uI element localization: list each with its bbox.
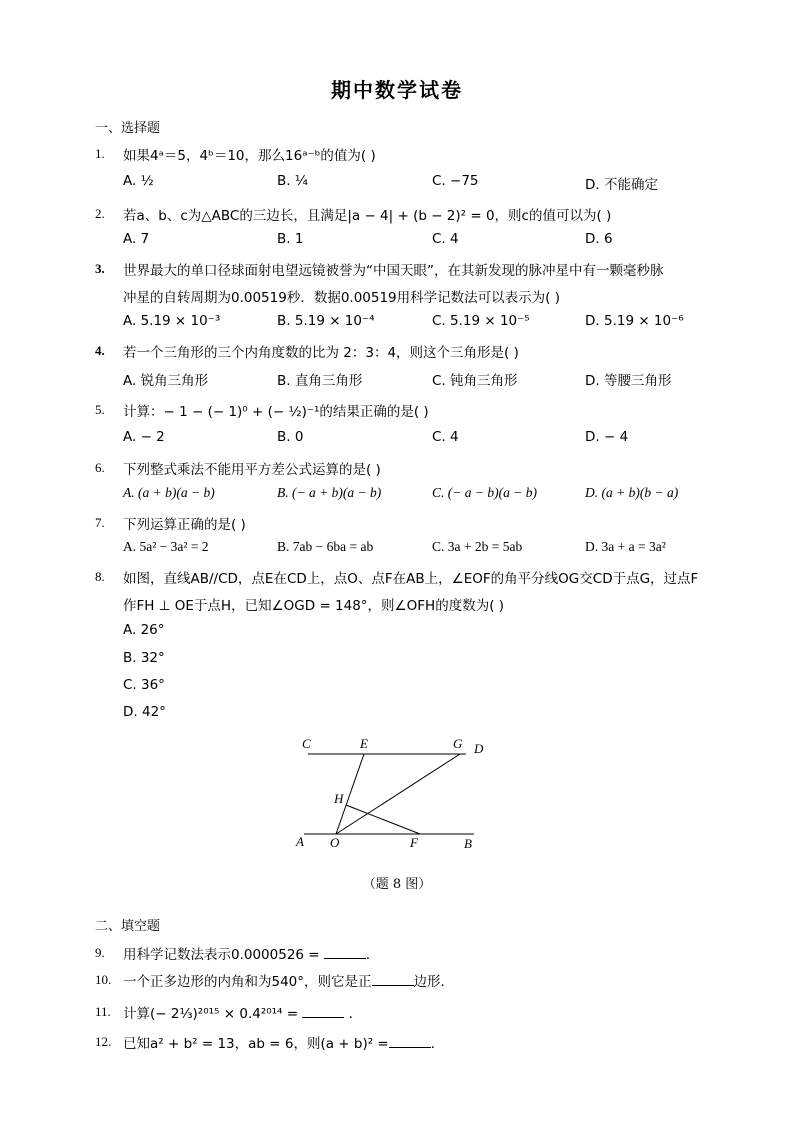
option-a: A. 26° bbox=[123, 622, 165, 638]
fill-after: ． bbox=[365, 947, 380, 963]
question-number: 12. bbox=[95, 1034, 112, 1049]
label-e: E bbox=[360, 736, 368, 751]
fill-after: ． bbox=[430, 1036, 445, 1052]
option-d: D. 42° bbox=[123, 704, 166, 720]
fill-after: 边形． bbox=[413, 974, 455, 990]
page-title: 期中数学试卷 bbox=[331, 78, 463, 102]
option-d: D. − 4 bbox=[585, 429, 629, 445]
question-number: 3. bbox=[95, 261, 105, 276]
question-stem-line2: 作FH ⊥ OE于点H，已知∠OGD = 148°，则∠OFH的度数为( ) bbox=[123, 598, 505, 614]
fill-text: 用科学记数法表示0.0000526 = bbox=[123, 947, 320, 963]
option-d: D. 不能确定 bbox=[585, 177, 658, 193]
option-b: B. 0 bbox=[277, 429, 304, 445]
question-stem-line2: 冲星的自转周期为0.00519秒．数据0.00519用科学记数法可以表示为( ) bbox=[123, 290, 560, 306]
option-c: C. 3a + 2b = 5ab bbox=[432, 539, 523, 554]
option-a: A. 锐角三角形 bbox=[123, 373, 209, 389]
option-a: A. 5a² − 3a² = 2 bbox=[123, 539, 209, 554]
option-c: C. 4 bbox=[432, 429, 459, 445]
option-b: B. 32° bbox=[123, 650, 165, 666]
label-d: D bbox=[474, 741, 484, 756]
question-stem: 若一个三角形的三个内角度数的比为 2：3：4，则这个三角形是( ) bbox=[123, 345, 519, 361]
section-choice: 一、选择题 bbox=[95, 121, 161, 136]
label-c: C bbox=[302, 736, 311, 751]
question-number: 6. bbox=[95, 460, 105, 475]
question-stem: 如图，直线AB//CD，点E在CD上，点O、点F在AB上，∠EOF的角平分线OG交CD于点G，过点F bbox=[123, 571, 699, 587]
question-stem: 如果4ᵃ＝5，4ᵇ＝10，那么16ᵃ⁻ᵇ的值为( ) bbox=[123, 148, 376, 164]
option-b: B. 直角三角形 bbox=[277, 373, 363, 389]
answer-blank[interactable] bbox=[389, 1035, 431, 1048]
answer-blank[interactable] bbox=[302, 1005, 344, 1018]
question-number: 10. bbox=[95, 972, 112, 987]
geometry-figure bbox=[290, 730, 490, 855]
option-d: D. 6 bbox=[585, 231, 613, 247]
option-d: D. 5.19 × 10⁻⁶ bbox=[585, 313, 684, 329]
question-number: 8. bbox=[95, 569, 105, 584]
question-stem: 下列整式乘法不能用平方差公式运算的是( ) bbox=[123, 462, 381, 478]
fill-question bbox=[123, 1002, 362, 1022]
option-a: A. 5.19 × 10⁻³ bbox=[123, 313, 221, 329]
fill-question bbox=[123, 943, 379, 963]
fill-text: 一个正多边形的内角和为540°，则它是正 bbox=[123, 974, 372, 990]
question-stem: 计算：− 1 − (− 1)⁰ + (− ½)⁻¹的结果正确的是( ) bbox=[123, 404, 429, 420]
question-number: 4. bbox=[95, 343, 105, 358]
line-fh bbox=[346, 805, 420, 834]
label-g: G bbox=[453, 736, 463, 751]
figure-caption: （题 8 图） bbox=[362, 877, 432, 892]
label-f: F bbox=[410, 835, 418, 850]
question-stem: 世界最大的单口径球面射电望远镜被誉为“中国天眼”，在其新发现的脉冲星中有一颗毫秒脉 bbox=[123, 263, 664, 279]
option-b: B. 5.19 × 10⁻⁴ bbox=[277, 313, 375, 329]
option-c: C. −75 bbox=[432, 173, 479, 189]
option-b: B. ¼ bbox=[277, 173, 308, 189]
answer-blank[interactable] bbox=[324, 946, 366, 959]
answer-blank[interactable] bbox=[372, 973, 414, 986]
option-d: D. (a + b)(b − a) bbox=[585, 485, 679, 500]
option-a: A. (a + b)(a − b) bbox=[123, 485, 215, 500]
option-c: C. 钝角三角形 bbox=[432, 373, 518, 389]
option-c: C. 4 bbox=[432, 231, 459, 247]
option-c: C. 36° bbox=[123, 677, 165, 693]
option-b: B. 1 bbox=[277, 231, 304, 247]
question-number: 1. bbox=[95, 146, 105, 161]
question-number: 7. bbox=[95, 515, 105, 530]
question-number: 2. bbox=[95, 206, 105, 221]
section-fill: 二、填空题 bbox=[95, 919, 161, 934]
fill-question bbox=[123, 970, 454, 990]
option-b: B. 7ab − 6ba = ab bbox=[277, 539, 374, 554]
fill-text: 计算(− 2⅓)²⁰¹⁵ × 0.4²⁰¹⁴ = bbox=[123, 1006, 299, 1022]
label-b: B bbox=[464, 836, 472, 851]
label-o: O bbox=[330, 835, 340, 850]
option-c: C. (− a − b)(a − b) bbox=[432, 485, 537, 500]
question-stem: 若a、b、c为△ABC的三边长，且满足|a − 4| + (b − 2)² = 0，则c的值可以为( ) bbox=[123, 208, 612, 224]
option-a: A. ½ bbox=[123, 173, 154, 189]
option-c: C. 5.19 × 10⁻⁵ bbox=[432, 313, 530, 329]
line-og bbox=[336, 754, 460, 834]
option-d: D. 3a + a = 3a² bbox=[585, 539, 666, 554]
option-b: B. (− a + b)(a − b) bbox=[277, 485, 382, 500]
option-a: A. − 2 bbox=[123, 429, 165, 445]
label-a: A bbox=[296, 834, 304, 849]
fill-text: 已知a² + b² = 13，ab = 6，则(a + b)² = bbox=[123, 1036, 389, 1052]
question-stem: 下列运算正确的是( ) bbox=[123, 517, 246, 533]
fill-after: ． bbox=[348, 1006, 363, 1022]
question-number: 9. bbox=[95, 945, 105, 960]
question-number: 11. bbox=[95, 1004, 111, 1019]
option-d: D. 等腰三角形 bbox=[585, 373, 672, 389]
fill-question bbox=[123, 1032, 444, 1052]
label-h: H bbox=[334, 791, 344, 806]
option-a: A. 7 bbox=[123, 231, 150, 247]
question-number: 5. bbox=[95, 402, 105, 417]
